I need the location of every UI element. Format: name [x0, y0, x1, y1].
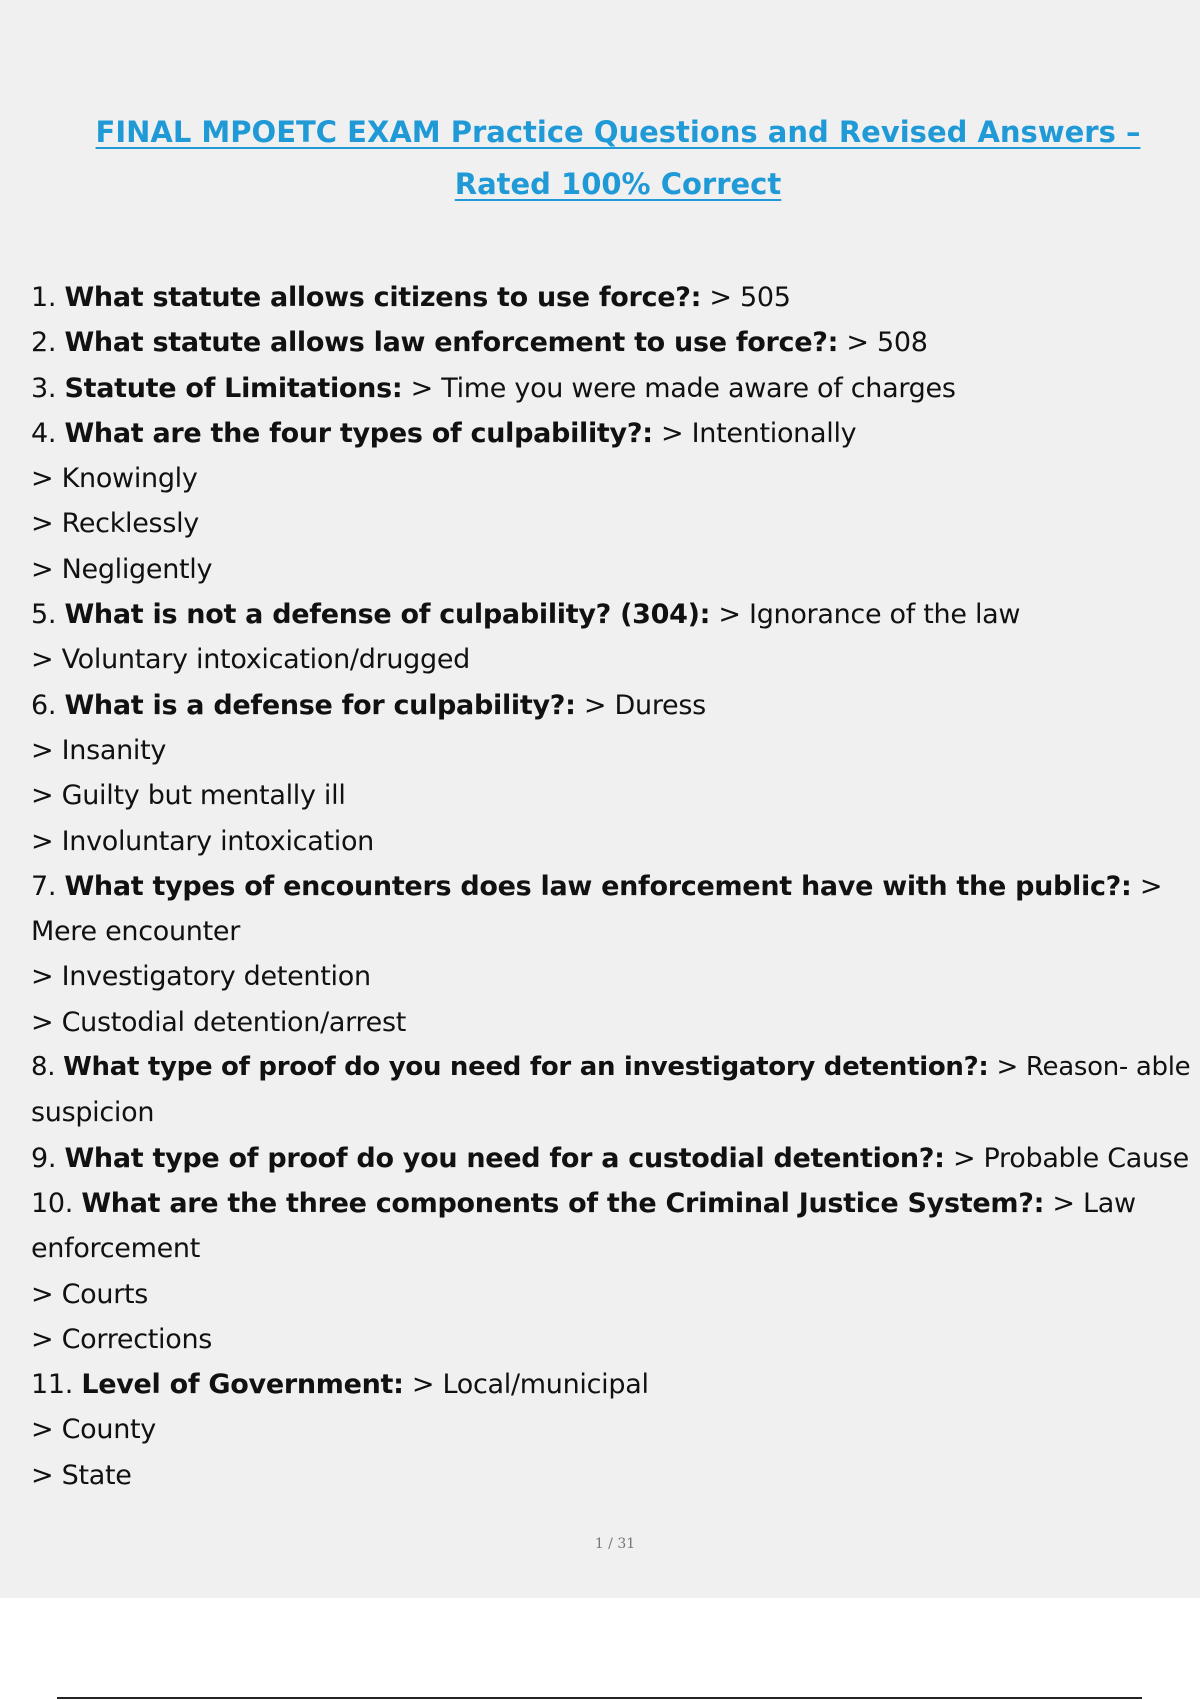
- answer-text: Mere encounter: [31, 916, 241, 948]
- question-line: [31, 275, 1191, 320]
- question-text: What is not a defense of culpability? (304):: [64, 599, 711, 631]
- question-line: [31, 501, 1191, 546]
- question-line: [31, 1136, 1191, 1181]
- question-number: 4.: [31, 417, 65, 449]
- answer-text: > Duress: [575, 689, 706, 721]
- question-line: [31, 411, 1191, 456]
- question-line: [31, 456, 1191, 501]
- answer-text: > Law: [1044, 1187, 1136, 1219]
- question-number: 2.: [31, 327, 65, 359]
- answer-text: > Involuntary intoxication: [31, 825, 374, 857]
- answer-text: > Probable Cause: [944, 1142, 1189, 1174]
- answer-text: >: [1131, 870, 1163, 902]
- question-line: [31, 366, 1191, 411]
- question-text: What are the three components of the Criminal Justice System?:: [81, 1187, 1045, 1219]
- question-line: [31, 1090, 1191, 1135]
- question-text: What statute allows citizens to use force?:: [64, 282, 702, 313]
- question-number: 1.: [31, 282, 65, 313]
- question-text: What statute allows law enforcement to use force?:: [64, 327, 839, 359]
- question-line: [31, 1181, 1191, 1226]
- question-line: [31, 637, 1191, 682]
- question-line: [31, 864, 1191, 909]
- question-line: [31, 909, 1191, 954]
- question-line: [31, 1045, 1191, 1090]
- question-line: [31, 1272, 1191, 1317]
- question-line: [31, 728, 1191, 773]
- question-number: 11.: [31, 1369, 82, 1401]
- question-number: 3.: [31, 372, 65, 404]
- question-line: [31, 1362, 1191, 1407]
- answer-text: > Knowingly: [31, 463, 198, 495]
- answer-text: enforcement: [31, 1233, 201, 1265]
- question-line: [31, 320, 1191, 365]
- question-text: Level of Government:: [81, 1369, 404, 1401]
- question-number: 9.: [31, 1142, 65, 1174]
- question-line: [31, 1453, 1191, 1498]
- answer-text: > Time you were made aware of charges: [402, 372, 956, 404]
- answer-text: > Courts: [31, 1278, 149, 1310]
- question-text: What types of encounters does law enforcement have with the public?:: [64, 870, 1132, 902]
- question-line: [31, 1000, 1191, 1045]
- answer-text: > Local/municipal: [403, 1369, 649, 1401]
- question-number: 8.: [31, 1052, 64, 1083]
- question-number: 5.: [31, 599, 65, 631]
- answer-text: > Reason- able: [988, 1052, 1191, 1083]
- question-text: What is a defense for culpability?:: [64, 689, 576, 721]
- question-line: [31, 683, 1191, 728]
- answer-text: > Custodial detention/arrest: [31, 1006, 407, 1038]
- answer-text: > Intentionally: [652, 417, 857, 449]
- question-line: [31, 1226, 1191, 1271]
- question-line: [31, 592, 1191, 637]
- answer-text: suspicion: [31, 1097, 155, 1129]
- question-text: What type of proof do you need for a custodial detention?:: [64, 1142, 945, 1174]
- answer-text: > Recklessly: [31, 508, 199, 540]
- question-line: [31, 954, 1191, 999]
- answer-text: > 505: [701, 282, 791, 313]
- question-line: [31, 1407, 1191, 1452]
- next-page-rule: [57, 1697, 1142, 1699]
- question-line: [31, 773, 1191, 818]
- question-text: What type of proof do you need for an investigatory detention?:: [63, 1052, 989, 1083]
- document-title: [40, 106, 1196, 210]
- answer-text: > Corrections: [31, 1323, 213, 1355]
- title-line-1: FINAL MPOETC EXAM Practice Questions and Revised Answers –: [95, 115, 1141, 149]
- answer-text: > Guilty but mentally ill: [31, 780, 346, 812]
- question-number: 6.: [31, 689, 65, 721]
- answer-text: > Ignorance of the law: [710, 599, 1021, 631]
- question-line: [31, 819, 1191, 864]
- question-text: What are the four types of culpability?:: [64, 417, 653, 449]
- question-list: [31, 275, 1191, 1498]
- answer-text: > Voluntary intoxication/drugged: [31, 644, 470, 676]
- title-line-2: Rated 100% Correct: [454, 167, 782, 201]
- answer-text: > State: [31, 1459, 132, 1491]
- answer-text: > Insanity: [31, 734, 167, 766]
- page-number: 1 / 31: [594, 1536, 636, 1552]
- question-number: 7.: [31, 870, 65, 902]
- answer-text: > Investigatory detention: [31, 961, 371, 993]
- answer-text: > 508: [838, 327, 928, 359]
- answer-text: > County: [31, 1414, 156, 1446]
- question-number: 10.: [31, 1187, 82, 1219]
- answer-text: > Negligently: [31, 553, 213, 585]
- question-line: [31, 1317, 1191, 1362]
- question-line: [31, 547, 1191, 592]
- question-text: Statute of Limitations:: [64, 372, 403, 404]
